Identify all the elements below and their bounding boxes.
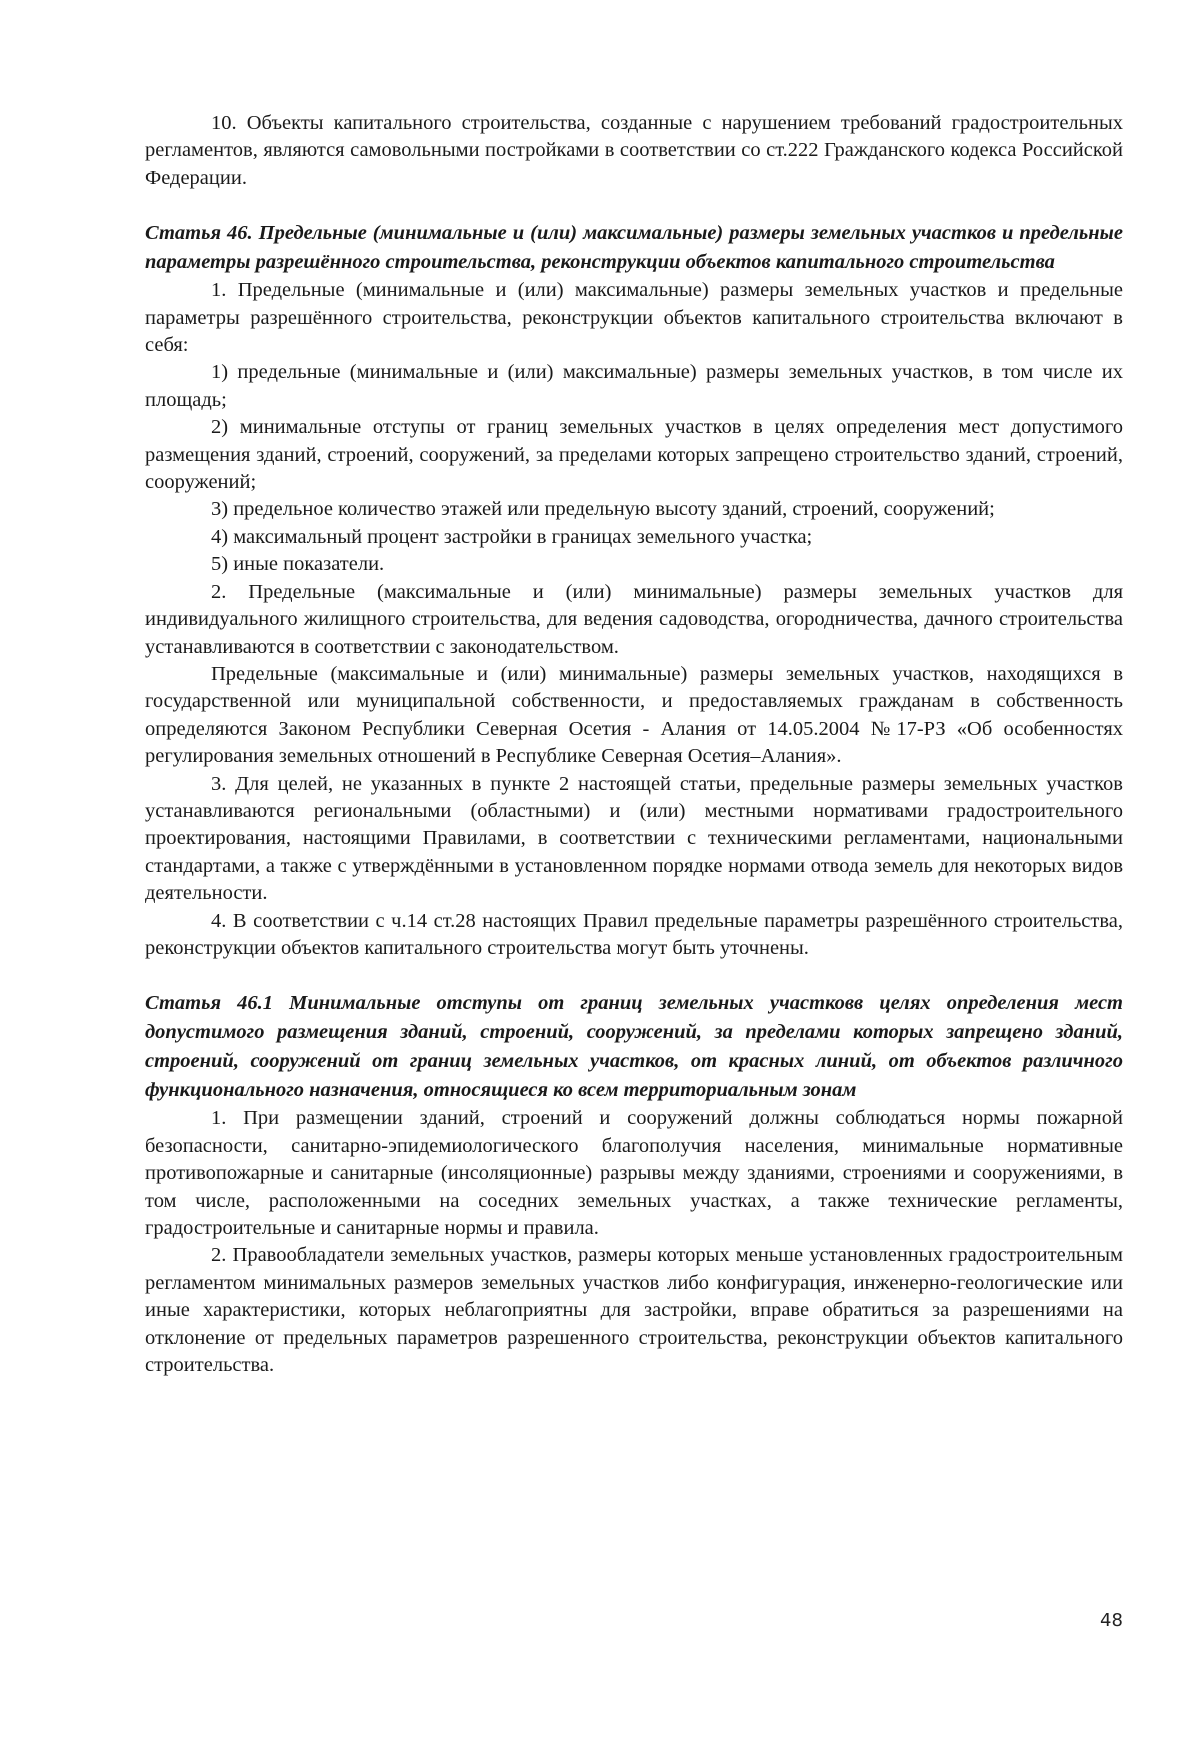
article-46-paragraph: 3. Для целей, не указанных в пункте 2 настоящей статьи, предельные размеры земельных участков устанавливаются региональными (областными) и (или) местными нормативами градостроительного проектирования, настоящими Правилами, в соответствии с техническими регламентами, национальными стандартами, а также с утверждёнными в установленном порядке нормами отвода земель для некоторых видов деятельности.	[145, 772, 1123, 905]
article-46-paragraph: 2. Предельные (максимальные и (или) минимальные) размеры земельных участков для индивидуального жилищного строительства, для ведения садоводства, огородничества, дачного строительства устанавливаются в соответствии с законодательством.	[145, 580, 1123, 658]
article-46-paragraph: 1) предельные (минимальные и (или) максимальные) размеры земельных участков, в том числе их площадь;	[145, 361, 1123, 411]
article-46-paragraph: 1. Предельные (минимальные и (или) максимальные) размеры земельных участков и предельные параметры разрешённого строительства, реконструкции объектов капитального строительства включают в себя:	[145, 279, 1123, 357]
paragraph-10: 10. Объекты капитального строительства, созданные с нарушением требований градостроительных регламентов, являются самовольными постройками в соответствии со ст.222 Гражданского кодекса Российской Федерации.	[145, 112, 1123, 189]
article-46-paragraph: 2) минимальные отступы от границ земельных участков в целях определения мест допустимого размещения зданий, строений, сооружений, за пределами которых запрещено строительство зданий, строений, сооружений;	[145, 416, 1123, 494]
article-46-1-paragraph: 1. При размещении зданий, строений и сооружений должны соблюдаться нормы пожарной безопасности, санитарно-эпидемиологического благополучия населения, минимальные нормативные противопожарные и санитарные (инсоляционные) разрывы между зданиями, строениями и сооружениями, в том числе, расположенными на соседних земельных участках, а также технические регламенты, градостроительные и санитарные нормы и правила.	[145, 1107, 1123, 1239]
article-46-1-heading: Статья 46.1 Минимальные отступы от границ земельных участковв целях определения мест допустимого размещения зданий, строений, сооружений, за пределами которых запрещено зданий, строений, сооружений от границ земельных участков, от красных линий, от объектов различного функционального назначения, относящиеся ко всем территориальным зонам	[145, 992, 1123, 1102]
article-46-paragraph: 4. В соответствии с ч.14 ст.28 настоящих Правил предельные параметры разрешённого строительства, реконструкции объектов капитального строительства могут быть уточнены.	[145, 909, 1123, 959]
article-46-1-paragraph: 2. Правообладатели земельных участков, размеры которых меньше установленных градостроительным регламентом минимальных размеров земельных участков либо конфигурация, инженерно-геологические или иные характеристики, которых неблагоприятны для застройки, вправе обратиться за разрешениями на отклонение от предельных параметров разрешенного строительства, реконструкции объектов капитального строительства.	[145, 1244, 1123, 1377]
page-number: 48	[1100, 1610, 1123, 1631]
article-46-paragraph: 4) максимальный процент застройки в границах земельного участка;	[211, 525, 813, 548]
document-body	[145, 110, 1123, 1379]
article-46-paragraph: 5) иные показатели.	[211, 553, 385, 576]
article-46-heading: Статья 46. Предельные (минимальные и (или) максимальные) размеры земельных участков и предельные параметры разрешённого строительства, реконструкции объектов капитального строительства	[145, 222, 1123, 274]
article-46-paragraph: Предельные (максимальные и (или) минимальные) размеры земельных участков, находящихся в государственной или муниципальной собственности, и предоставляемых гражданам в собственность определяются Законом Республики Северная Осетия - Алания от 14.05.2004 №17-РЗ «Об особенностях регулирования земельных отношений в Республике Северная Осетия–Алания».	[145, 662, 1123, 768]
article-46-paragraph: 3) предельное количество этажей или предельную высоту зданий, строений, сооружений;	[211, 498, 995, 521]
